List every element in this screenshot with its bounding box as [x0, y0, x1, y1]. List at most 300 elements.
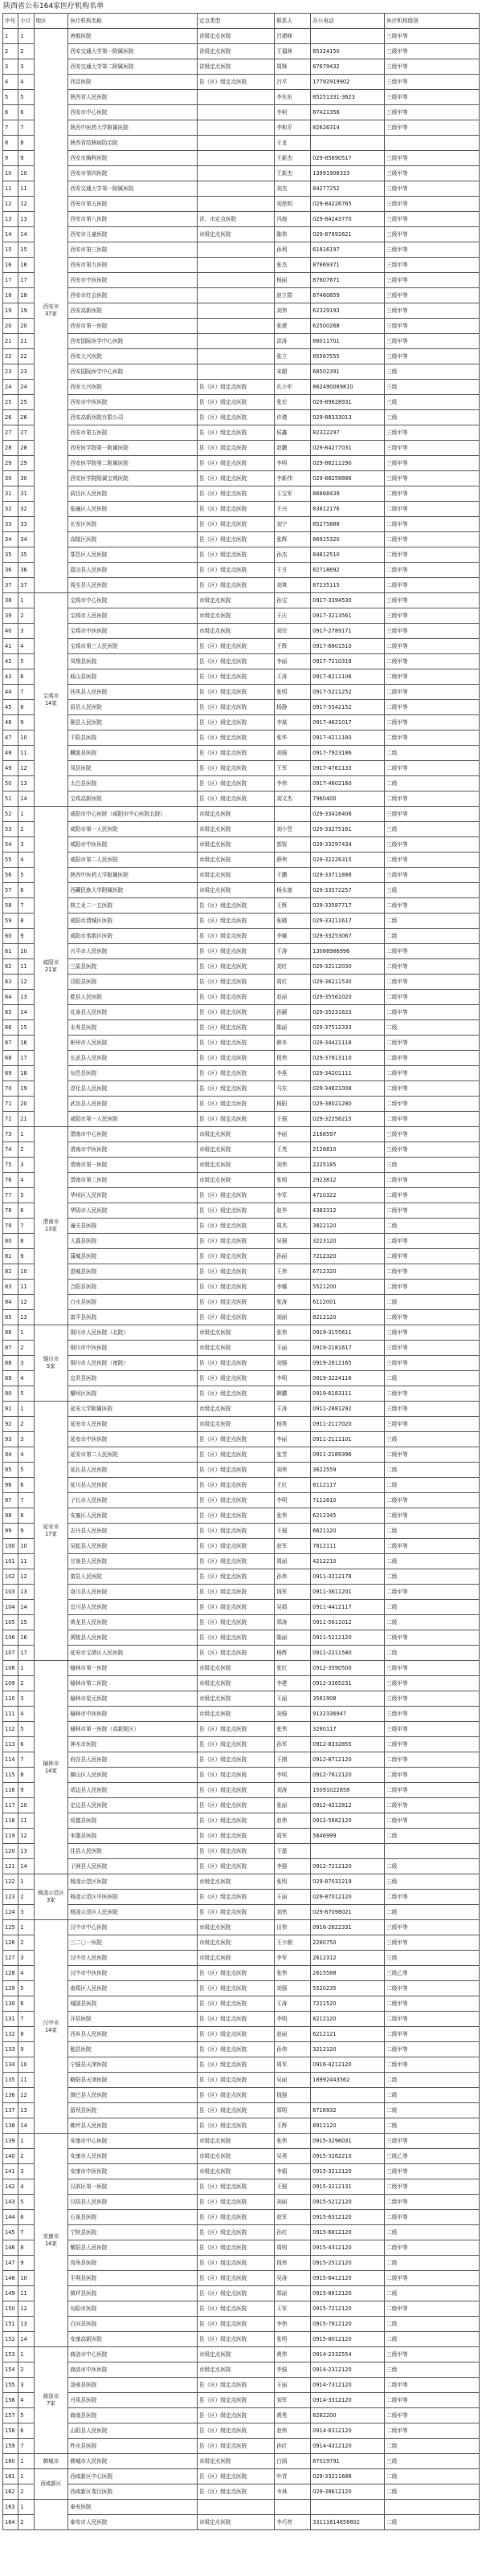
cell-index: 140 [3, 2149, 18, 2164]
table-row [3, 1188, 480, 1203]
header-phone: 办公电话 [311, 14, 385, 29]
cell-designation-type: 县（区）级定点医院 [197, 1020, 274, 1036]
cell-index: 111 [3, 1707, 18, 1722]
cell-phone: 0919-3224116 [311, 1371, 385, 1386]
cell-designation-type: 市级定点医院 [197, 1341, 274, 1356]
cell-level: 二级甲等 [385, 1783, 480, 1798]
cell-hospital-name: 勉县医院 [68, 2042, 198, 2057]
cell-level: 二级甲等 [385, 486, 480, 502]
cell-hospital-name: 榆林市中医医院 [68, 1707, 198, 1722]
table-row [3, 837, 480, 853]
cell-index: 157 [3, 2408, 18, 2423]
cell-index: 45 [3, 700, 18, 715]
cell-level: 二级甲等 [385, 1188, 480, 1203]
table-row [3, 2073, 480, 2088]
table-row [3, 364, 480, 380]
table-row [3, 898, 480, 914]
cell-index: 120 [3, 1844, 18, 1859]
cell-hospital-name: 宁强县天津医院 [68, 2057, 198, 2073]
cell-phone: 8112117 [311, 1478, 385, 1493]
cell-subtotal: 7 [18, 2439, 34, 2454]
cell-phone: 029-84226765 [311, 197, 385, 212]
cell-hospital-name: 太白县医院 [68, 776, 198, 792]
cell-subtotal: 2 [18, 2515, 34, 2530]
cell-contact: 刘宗 [275, 624, 311, 639]
table-row [3, 669, 480, 685]
cell-subtotal: 11 [18, 746, 34, 761]
cell-hospital-name: 渭南市第一医院 [68, 1158, 198, 1173]
cell-designation-type: 县（区）级定点医院 [197, 1036, 274, 1051]
table-row [3, 593, 480, 608]
cell-designation-type: 县（区）级定点医院 [197, 1203, 274, 1219]
cell-index: 93 [3, 1432, 18, 1447]
cell-phone: 0914-8312120 [311, 2423, 385, 2439]
cell-subtotal: 8 [18, 136, 34, 151]
cell-hospital-name: 武功县人民医院 [68, 1097, 198, 1112]
cell-index: 105 [3, 1615, 18, 1630]
cell-hospital-name: 渭南市中医医院 [68, 1142, 198, 1158]
cell-contact: 孙杰 [275, 547, 311, 563]
table-row [3, 212, 480, 227]
cell-subtotal: 12 [18, 2301, 34, 2317]
cell-contact: 王丽 [275, 1341, 311, 1356]
table-row [3, 959, 480, 975]
cell-phone: 13991908333 [311, 166, 385, 181]
cell-level: 三级甲等 [385, 1691, 480, 1707]
cell-phone: 7112810 [311, 1493, 385, 1508]
cell-phone: 87679432 [311, 59, 385, 75]
cell-subtotal: 7 [18, 2012, 34, 2027]
region-count: 3家 [47, 1897, 55, 1903]
cell-subtotal: 5 [18, 90, 34, 105]
cell-designation-type: 市级定点医院 [197, 1676, 274, 1691]
cell-contact: 刘强 [275, 1356, 311, 1371]
table-row [3, 1066, 480, 1081]
cell-level: 二级甲等 [385, 1447, 480, 1463]
cell-hospital-name: 安康市人民医院 [68, 2149, 198, 2164]
table-row [3, 425, 480, 441]
cell-designation-type: 县（区）级定点医院 [197, 1981, 274, 1996]
cell-designation-type: 县（区）级定点医院 [197, 1890, 274, 1905]
region-name: 韩城市 [43, 2457, 59, 2464]
cell-designation-type [197, 136, 274, 151]
cell-phone: 3622559 [311, 1463, 385, 1478]
cell-contact: 王新杰 [275, 151, 311, 166]
cell-index: 154 [3, 2362, 18, 2378]
cell-designation-type [197, 197, 274, 212]
cell-index: 150 [3, 2301, 18, 2317]
cell-level [385, 136, 480, 151]
cell-level: 三级乙等 [385, 1966, 480, 1981]
cell-index: 38 [3, 593, 18, 608]
cell-level: 三级甲等 [385, 303, 480, 319]
cell-level: 二级甲等 [385, 2179, 480, 2195]
cell-hospital-name: 高陵区医院 [68, 532, 198, 547]
cell-index: 164 [3, 2515, 18, 2530]
cell-designation-type: 县（区）级定点医院 [197, 2210, 274, 2225]
cell-subtotal: 2 [18, 822, 34, 837]
cell-contact: 刘小竖 [275, 822, 311, 837]
cell-contact: 李建 [275, 1676, 311, 1691]
table-row [3, 1325, 480, 1341]
cell-index: 107 [3, 1646, 18, 1661]
cell-hospital-name: 商洛市中医医院 [68, 2362, 198, 2378]
cell-designation-type: 县（区）级定点医院 [197, 990, 274, 1005]
cell-designation-type: 市级定点医院 [197, 2134, 274, 2149]
cell-level: 二级甲等 [385, 1386, 480, 1402]
cell-subtotal: 7 [18, 1493, 34, 1508]
cell-contact: 黄勇 [275, 2408, 311, 2423]
cell-level: 三级甲等 [385, 624, 480, 639]
cell-phone: 15091022858 [311, 1783, 385, 1798]
region-name: 咸阳市 [43, 959, 59, 966]
cell-subtotal: 13 [18, 990, 34, 1005]
cell-hospital-name: 咸阳市中心医院（咸阳市中心医院北院） [68, 807, 198, 822]
cell-level: 三级甲等 [385, 1142, 480, 1158]
cell-designation-type [197, 349, 274, 364]
region-cell [34, 2347, 68, 2454]
cell-level: 二级甲等 [385, 1508, 480, 1524]
cell-designation-type: 市级定点医院 [197, 822, 274, 837]
cell-phone: 029-87012120 [311, 1890, 385, 1905]
cell-hospital-name: 宁陕县医院 [68, 2225, 198, 2240]
cell-designation-type: 县（区）级定点医院 [197, 75, 274, 90]
cell-phone: 0915-3262210 [311, 2149, 385, 2164]
cell-subtotal: 14 [18, 227, 34, 242]
table-row [3, 90, 480, 105]
cell-level: 二级甲等 [385, 547, 480, 563]
cell-level: 二级 [385, 746, 480, 761]
cell-index: 115 [3, 1768, 18, 1783]
cell-designation-type: 县（区）级定点医院 [197, 547, 274, 563]
cell-contact: 刘伟 [275, 303, 311, 319]
table-row [3, 1524, 480, 1539]
cell-hospital-name: 丹凤县医院 [68, 2393, 198, 2408]
cell-designation-type: 县（区）级定点医院 [197, 1081, 274, 1097]
cell-contact: 李明 [275, 1371, 311, 1386]
cell-index: 161 [3, 2469, 18, 2484]
cell-level: 二级 [385, 2103, 480, 2118]
cell-level: 三级甲等 [385, 334, 480, 349]
cell-designation-type: 县（区）级定点医院 [197, 1829, 274, 1844]
table-row [3, 639, 480, 654]
cell-phone: 0917-7210318 [311, 654, 385, 669]
cell-designation-type: 县（区）级定点医院 [197, 486, 274, 502]
cell-subtotal: 14 [18, 1600, 34, 1615]
cell-phone: 6621120 [311, 1524, 385, 1539]
cell-designation-type: 市级定点医院 [197, 2362, 274, 2378]
table-row [3, 547, 480, 563]
cell-level: 三级甲等 [385, 181, 480, 197]
cell-level: 二级甲等 [385, 715, 480, 730]
cell-hospital-name: 鄠邑区人民医院 [68, 547, 198, 563]
cell-designation-type: 市级定点医院 [197, 624, 274, 639]
cell-level: 二级甲等 [385, 654, 480, 669]
cell-designation-type: 市级定点医院 [197, 807, 274, 822]
cell-designation-type [197, 334, 274, 349]
cell-index: 32 [3, 502, 18, 517]
cell-index: 122 [3, 1874, 18, 1890]
cell-hospital-name: 西安交通大学第二附属医院 [68, 59, 198, 75]
cell-contact: 赵伟 [275, 2423, 311, 2439]
cell-level: 二级甲等 [385, 944, 480, 959]
cell-hospital-name: 泾阳县医院 [68, 975, 198, 990]
cell-phone: 13088986996 [311, 944, 385, 959]
cell-hospital-name: 渭南市中心医院 [68, 1127, 198, 1142]
table-row [3, 914, 480, 929]
cell-index: 134 [3, 2057, 18, 2073]
cell-subtotal: 12 [18, 2088, 34, 2103]
cell-level: 二级 [385, 2469, 480, 2484]
cell-level: 二级甲等 [385, 685, 480, 700]
cell-subtotal: 2 [18, 44, 34, 59]
cell-hospital-name: 安塞区人民医院 [68, 1508, 198, 1524]
cell-hospital-name: 宜川县人民医院 [68, 1600, 198, 1615]
cell-designation-type: 市级定点医院 [197, 868, 274, 883]
cell-subtotal: 1 [18, 2134, 34, 2149]
cell-level: 二级甲等 [385, 1173, 480, 1188]
cell-index: 79 [3, 1219, 18, 1234]
document-title: 陕西省公布164家医疗机构名单 [3, 2, 104, 10]
cell-index: 145 [3, 2225, 18, 2240]
cell-level: 二级甲等 [385, 990, 480, 1005]
cell-designation-type: 县（区）级定点医院 [197, 914, 274, 929]
cell-hospital-name: 汉中市中医医院 [68, 1966, 198, 1981]
cell-contact: 王鹏 [275, 868, 311, 883]
cell-index: 65 [3, 1005, 18, 1020]
cell-contact: 王宝军 [275, 486, 311, 502]
table-row [3, 2484, 480, 2500]
cell-phone: 0917-3213561 [311, 608, 385, 624]
cell-designation-type [197, 151, 274, 166]
cell-level: 二级甲等 [385, 1768, 480, 1783]
table-row [3, 853, 480, 868]
cell-index: 69 [3, 1066, 18, 1081]
cell-contact: 薛伟 [275, 853, 311, 868]
cell-index: 151 [3, 2317, 18, 2332]
cell-contact: 周杰 [275, 1219, 311, 1234]
table-row [3, 1676, 480, 1691]
table-row [3, 334, 480, 349]
cell-index: 113 [3, 1737, 18, 1752]
cell-phone: 029-33275161 [311, 822, 385, 837]
cell-designation-type: 县（区）级定点医院 [197, 975, 274, 990]
cell-level: 三级乙等 [385, 2149, 480, 2164]
cell-subtotal: 9 [18, 151, 34, 166]
cell-level: 二级 [385, 1905, 480, 1920]
cell-contact: 李伟 [275, 776, 311, 792]
cell-level: 三级 [385, 410, 480, 425]
table-row [3, 608, 480, 624]
cell-subtotal: 1 [18, 1325, 34, 1341]
cell-index: 2 [3, 44, 18, 59]
cell-subtotal: 16 [18, 258, 34, 273]
cell-designation-type: 县（区）级定点医院 [197, 2027, 274, 2042]
cell-hospital-name: 西安市中医医院 [68, 395, 198, 410]
cell-designation-type: 县（区）级定点医院 [197, 1996, 274, 2012]
table-row [3, 1920, 480, 1935]
cell-hospital-name: 延安市第二人民医院 [68, 1447, 198, 1463]
cell-level: 三级甲等 [385, 2347, 480, 2362]
cell-subtotal: 4 [18, 1707, 34, 1722]
cell-phone: 0914-4312120 [311, 2439, 385, 2454]
cell-phone: 029-32256215 [311, 1112, 385, 1127]
cell-designation-type: 市级定点医院 [197, 1325, 274, 1341]
table-row [3, 990, 480, 1005]
cell-index: 33 [3, 517, 18, 532]
cell-subtotal: 8 [18, 1508, 34, 1524]
cell-phone: 029-36211530 [311, 975, 385, 990]
cell-phone: 17792919902 [311, 75, 385, 90]
table-row [3, 486, 480, 502]
cell-contact: 张立 [275, 349, 311, 364]
cell-subtotal: 3 [18, 1951, 34, 1966]
cell-phone: 6112001 [311, 1295, 385, 1310]
cell-contact: 王军 [275, 761, 311, 776]
cell-contact: 赵鹏 [275, 441, 311, 456]
cell-phone: 029-86211290 [311, 456, 385, 471]
table-row [3, 1768, 480, 1783]
cell-phone: 029-87031219 [311, 1874, 385, 1890]
cell-phone: 0915-3212120 [311, 2164, 385, 2179]
cell-index: 44 [3, 685, 18, 700]
cell-hospital-name: 黄陵县人民医院 [68, 1630, 198, 1646]
cell-contact: 孙伟 [275, 2042, 311, 2057]
cell-contact: 李和平 [275, 120, 311, 136]
region-count: 14家 [44, 2026, 57, 2033]
cell-hospital-name: 临潼区人民医院 [68, 502, 198, 517]
table-row [3, 227, 480, 242]
table-row [3, 1890, 480, 1905]
cell-designation-type [197, 288, 274, 303]
cell-level: 二级甲等 [385, 2240, 480, 2256]
cell-designation-type: 县（区）级定点医院 [197, 2332, 274, 2347]
cell-level: 三级 [385, 2454, 480, 2469]
cell-phone: 6212121 [311, 2027, 385, 2042]
table-row [3, 319, 480, 334]
cell-phone: 0914-3312120 [311, 2393, 385, 2408]
cell-contact: 张晓 [275, 914, 311, 929]
table-row [3, 59, 480, 75]
cell-hospital-name: 西咸新区秦汉医院 [68, 2484, 198, 2500]
cell-contact: 钱军 [275, 1585, 311, 1600]
cell-phone [311, 1844, 385, 1859]
cell-phone: 0911-5212120 [311, 1630, 385, 1646]
cell-level: 三级 [385, 1432, 480, 1447]
cell-contact: 赵立群 [275, 288, 311, 303]
cell-hospital-name: 汉阴县人民医院 [68, 2195, 198, 2210]
cell-hospital-name: 西安市红会医院 [68, 288, 198, 303]
cell-phone: 4383312 [311, 1203, 385, 1219]
cell-designation-type: 市级定点医院 [197, 2515, 274, 2530]
region-cell [34, 29, 68, 593]
cell-level: 二级甲等 [385, 1752, 480, 1768]
cell-level: 二级甲等 [385, 1981, 480, 1996]
cell-contact: 钱伟 [275, 2256, 311, 2271]
cell-hospital-name: 西安国际医学中心医院 [68, 334, 198, 349]
cell-level: 二级甲等 [385, 2378, 480, 2393]
cell-subtotal: 36 [18, 563, 34, 578]
table-row [3, 2408, 480, 2423]
table-body [3, 29, 480, 2530]
cell-subtotal: 18 [18, 1066, 34, 1081]
cell-contact: 郑丽 [275, 2286, 311, 2301]
cell-contact: 周明 [275, 2240, 311, 2256]
cell-contact: 张明 [275, 1173, 311, 1188]
cell-phone: 0915-5212120 [311, 2195, 385, 2210]
cell-phone: 0915-8812120 [311, 2286, 385, 2301]
cell-contact: 韦林 [275, 2484, 311, 2500]
cell-index: 126 [3, 1935, 18, 1951]
cell-contact: 马东 [275, 1081, 311, 1097]
cell-designation-type: 市级定点医院 [197, 1707, 274, 1722]
cell-level: 二级甲等 [385, 502, 480, 517]
cell-phone: 0917-4211180 [311, 730, 385, 746]
cell-contact: 张红 [275, 1661, 311, 1676]
cell-contact: 李东东 [275, 90, 311, 105]
cell-level: 二级甲等 [385, 1798, 480, 1813]
cell-subtotal: 11 [18, 181, 34, 197]
cell-contact: 孙利 [275, 242, 311, 258]
cell-phone: 2225185 [311, 1158, 385, 1173]
table-row [3, 471, 480, 486]
cell-subtotal: 10 [18, 1539, 34, 1554]
table-row [3, 1097, 480, 1112]
table-row [3, 1081, 480, 1097]
cell-phone: 029-38612120 [311, 2484, 385, 2500]
cell-hospital-name: 长安区医院 [68, 517, 198, 532]
cell-hospital-name: 镇巴县人民医院 [68, 2088, 198, 2103]
table-row [3, 1783, 480, 1798]
cell-level: 二级甲等 [385, 1280, 480, 1295]
cell-phone: 8716932 [311, 2103, 385, 2118]
cell-level: 三级甲等 [385, 1402, 480, 1417]
cell-subtotal: 12 [18, 1295, 34, 1310]
cell-subtotal: 4 [18, 2179, 34, 2195]
cell-designation-type: 县（区）级定点医院 [197, 1630, 274, 1646]
cell-phone: 68502391 [311, 364, 385, 380]
cell-contact: 吕平 [275, 75, 311, 90]
cell-level: 二级 [385, 2256, 480, 2271]
cell-hospital-name: 西安市第五医院 [68, 425, 198, 441]
region-name: 杨凌示范区 [37, 1890, 64, 1896]
cell-level: 三级甲等 [385, 288, 480, 303]
cell-phone: 5521200 [311, 1280, 385, 1295]
cell-hospital-name: 山阳县人民医院 [68, 2423, 198, 2439]
table-row [3, 1569, 480, 1585]
cell-designation-type [197, 319, 274, 334]
cell-designation-type: 县（区）级定点医院 [197, 517, 274, 532]
cell-subtotal: 19 [18, 303, 34, 319]
cell-contact: 孔小军 [275, 380, 311, 395]
cell-subtotal: 23 [18, 364, 34, 380]
cell-phone: 0911-3611201 [311, 1585, 385, 1600]
cell-designation-type [197, 105, 274, 120]
cell-contact: 刘丽 [275, 2195, 311, 2210]
cell-contact: 程伟 [275, 1051, 311, 1066]
cell-level: 二级 [385, 2225, 480, 2240]
table-row [3, 258, 480, 273]
cell-index: 123 [3, 1890, 18, 1905]
cell-level: 三级甲等 [385, 1127, 480, 1142]
cell-index: 74 [3, 1142, 18, 1158]
cell-contact: 张伟 [275, 1325, 311, 1341]
table-row [3, 2469, 480, 2484]
cell-phone: 5646999 [311, 1829, 385, 1844]
cell-phone: 5520235 [311, 1981, 385, 1996]
table-row [3, 883, 480, 898]
cell-contact: 张宏 [275, 395, 311, 410]
